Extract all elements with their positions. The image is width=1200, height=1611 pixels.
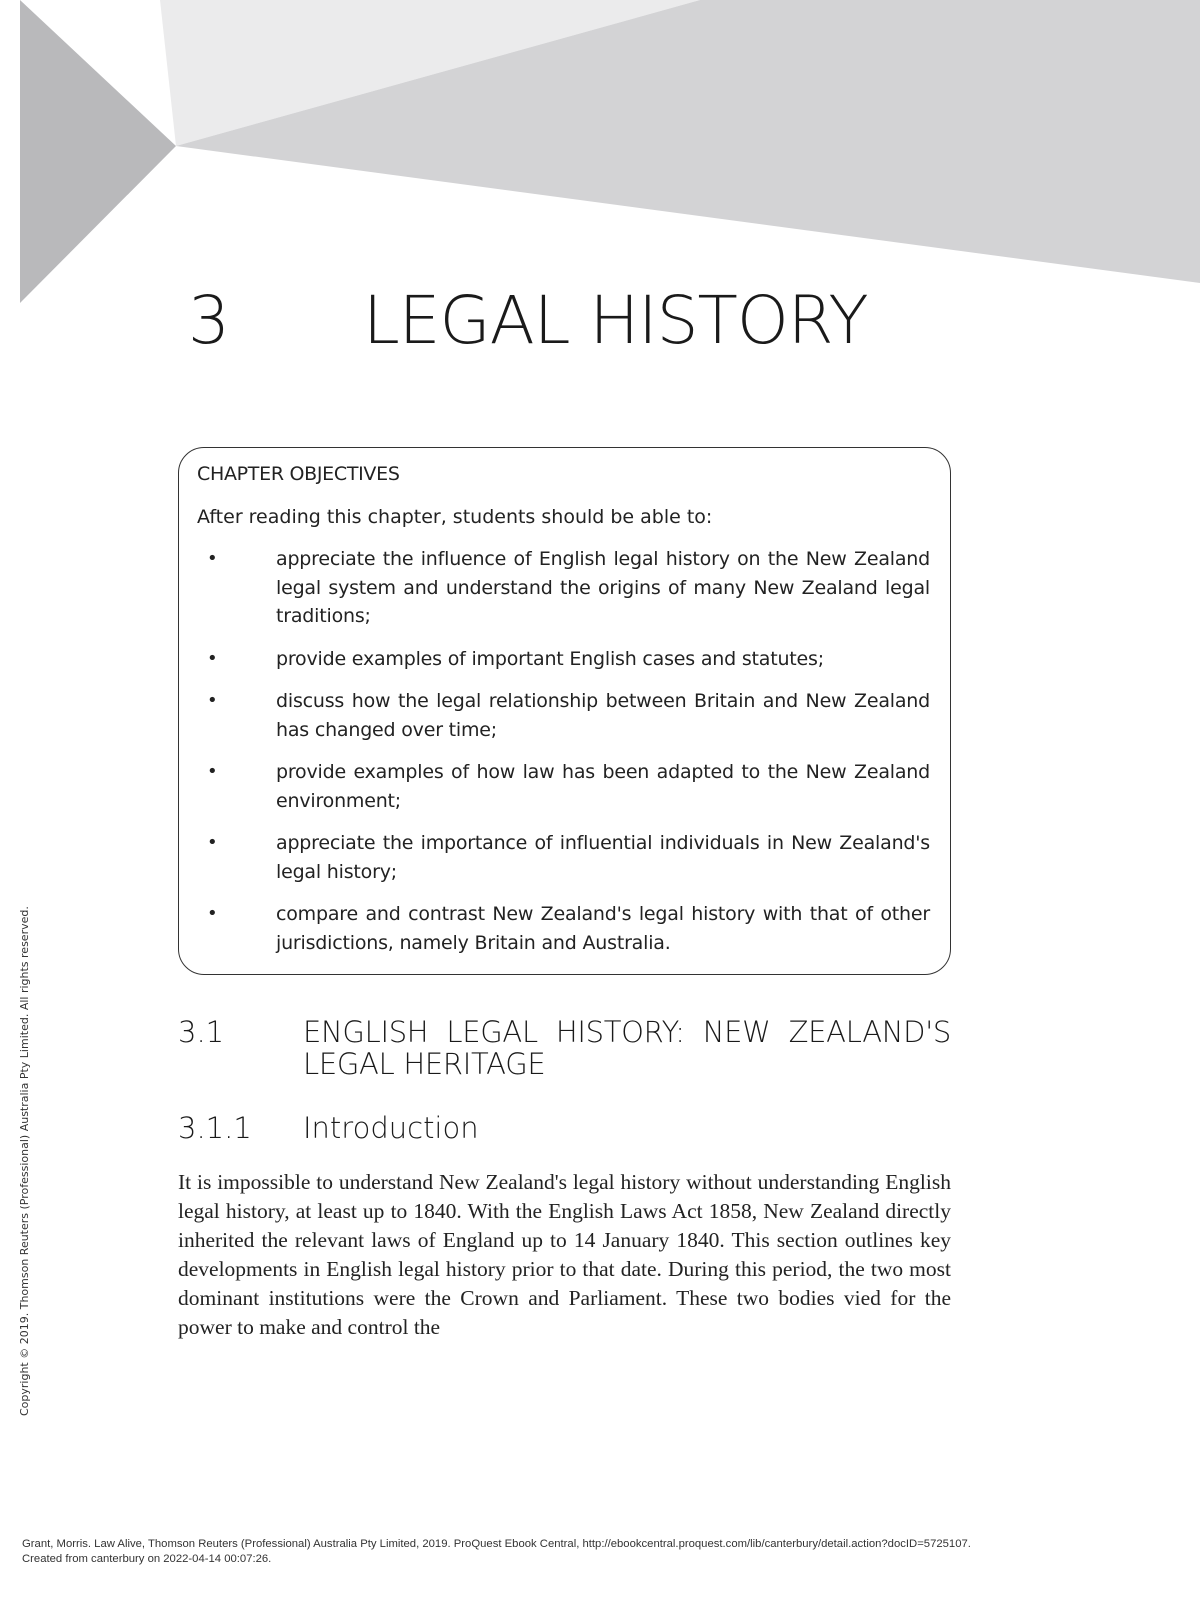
chapter-heading <box>0 282 1200 362</box>
objective-text: compare and contrast New Zealand's legal history with that of other jurisdictions, namely Britain and Australia. <box>276 903 930 954</box>
decor-dark-triangle <box>20 0 176 303</box>
bullet-icon: • <box>207 647 218 669</box>
objectives-intro: After reading this chapter, students should be able to: <box>197 506 713 528</box>
subsection-title: Introduction <box>303 1111 479 1145</box>
objective-item <box>197 687 930 744</box>
footer-citation: Grant, Morris. Law Alive, Thomson Reuters (Professional) Australia Pty Limited, 2019. ProQuest Ebook Central, http://ebookcentral.proquest.com/lib/canterbury/detail.action?docID=5725107. <box>22 1538 971 1550</box>
objective-item <box>197 545 930 631</box>
chapter-number: 3 <box>188 282 229 359</box>
objective-text: provide examples of how law has been adapted to the New Zealand environment; <box>276 761 930 812</box>
objective-item <box>197 758 930 815</box>
objective-item <box>197 829 930 886</box>
chapter-objectives-box <box>178 447 951 975</box>
bullet-icon: • <box>207 761 218 782</box>
page-footer <box>22 1537 1192 1567</box>
objective-text: discuss how the legal relationship between Britain and New Zealand has changed over time; <box>276 690 930 741</box>
objective-item <box>197 900 930 957</box>
objectives-list <box>197 545 930 957</box>
section-heading <box>178 1016 951 1080</box>
bullet-icon: • <box>207 548 218 569</box>
bullet-icon: • <box>207 832 218 853</box>
objective-text: appreciate the influence of English legal history on the New Zealand legal system and understand the origins of many New Zealand legal traditions; <box>276 548 930 627</box>
footer-created: Created from canterbury on 2022-04-14 00:07:26. <box>22 1553 272 1565</box>
chapter-title: LEGAL HISTORY <box>363 282 868 359</box>
side-copyright-notice: Copyright © 2019. Thomson Reuters (Professional) Australia Pty Limited. All rights reserved. <box>18 906 31 1416</box>
objectives-heading: CHAPTER OBJECTIVES <box>197 463 400 485</box>
decorative-header-shapes <box>0 0 1200 310</box>
bullet-icon: • <box>207 903 218 924</box>
objective-text: appreciate the importance of influential individuals in New Zealand's legal history; <box>276 832 930 883</box>
objective-text: provide examples of important English cases and statutes; <box>276 647 824 670</box>
bullet-icon: • <box>207 690 218 711</box>
subsection-number: 3.1.1 <box>178 1111 252 1145</box>
objective-item <box>197 645 930 674</box>
section-title: ENGLISH LEGAL HISTORY: NEW ZEALAND'S LEGAL HERITAGE <box>303 1015 951 1081</box>
body-paragraph: It is impossible to understand New Zealand's legal history without understanding English legal history, at least up to 1840. With the English Laws Act 1858, New Zealand directly inherited the relevant laws of England up to 14 January 1840. This section outlines key developments in English legal history prior to that date. During this period, the two most dominant institutions were the Crown and Parliament. These two bodies vied for the power to make and control the <box>178 1170 951 1339</box>
section-number: 3.1 <box>178 1015 225 1049</box>
